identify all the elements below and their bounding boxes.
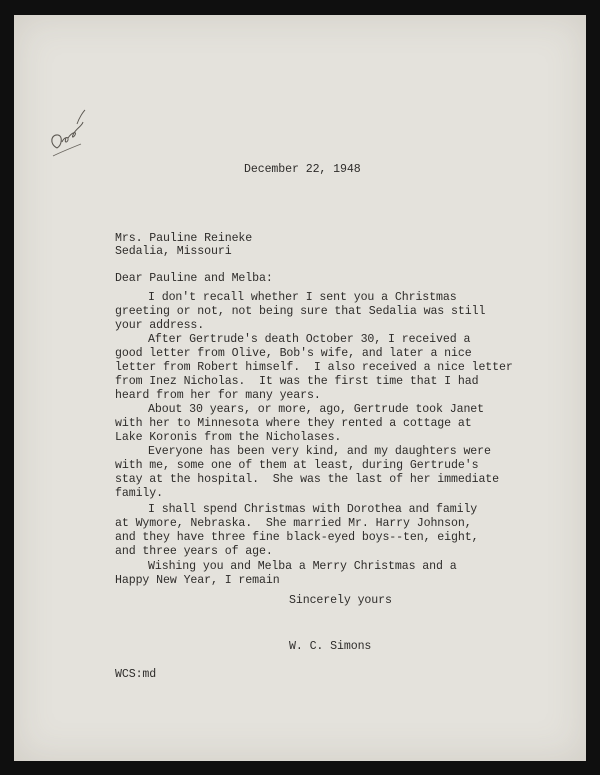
letter-date: December 22, 1948 bbox=[244, 163, 361, 176]
body-line: stay at the hospital. She was the last of her immediate bbox=[115, 473, 500, 486]
recipient-city: Sedalia, Missouri bbox=[115, 245, 232, 258]
body-line: letter from Robert himself. I also received a nice letter bbox=[115, 361, 513, 374]
salutation: Dear Pauline and Melba: bbox=[115, 272, 273, 285]
body-line: with me, some one of them at least, during Gertrude's bbox=[115, 459, 479, 472]
body-line: Everyone has been very kind, and my daughters were bbox=[148, 445, 491, 458]
body-line: and they have three fine black-eyed boys--ten, eight, bbox=[115, 531, 479, 544]
recipient-name: Mrs. Pauline Reineke bbox=[115, 232, 253, 245]
body-line: with her to Minnesota where they rented a cottage at bbox=[115, 417, 472, 430]
body-line: Happy New Year, I remain bbox=[115, 574, 280, 587]
handwritten-note-mark bbox=[47, 104, 91, 160]
body-line: and three years of age. bbox=[115, 545, 273, 558]
body-line: After Gertrude's death October 30, I received a bbox=[148, 333, 471, 346]
body-line: from Inez Nicholas. It was the first time that I had bbox=[115, 375, 479, 388]
body-line: I shall spend Christmas with Dorothea and family bbox=[148, 503, 478, 516]
closing: Sincerely yours bbox=[289, 594, 392, 607]
body-line: your address. bbox=[115, 319, 205, 332]
body-line: About 30 years, or more, ago, Gertrude took Janet bbox=[148, 403, 485, 416]
body-line: at Wymore, Nebraska. She married Mr. Harry Johnson, bbox=[115, 517, 472, 530]
body-line: Lake Koronis from the Nicholases. bbox=[115, 431, 342, 444]
body-line: family. bbox=[115, 487, 164, 500]
typist-initials: WCS:md bbox=[115, 668, 157, 681]
body-line: Wishing you and Melba a Merry Christmas and a bbox=[148, 560, 457, 573]
pencil-annotation bbox=[47, 104, 91, 160]
body-line: greeting or not, not being sure that Sedalia was still bbox=[115, 305, 486, 318]
body-line: I don't recall whether I sent you a Christmas bbox=[148, 291, 457, 304]
signature: W. C. Simons bbox=[289, 640, 372, 653]
body-line: good letter from Olive, Bob's wife, and later a nice bbox=[115, 347, 472, 360]
body-line: heard from her for many years. bbox=[115, 389, 321, 402]
